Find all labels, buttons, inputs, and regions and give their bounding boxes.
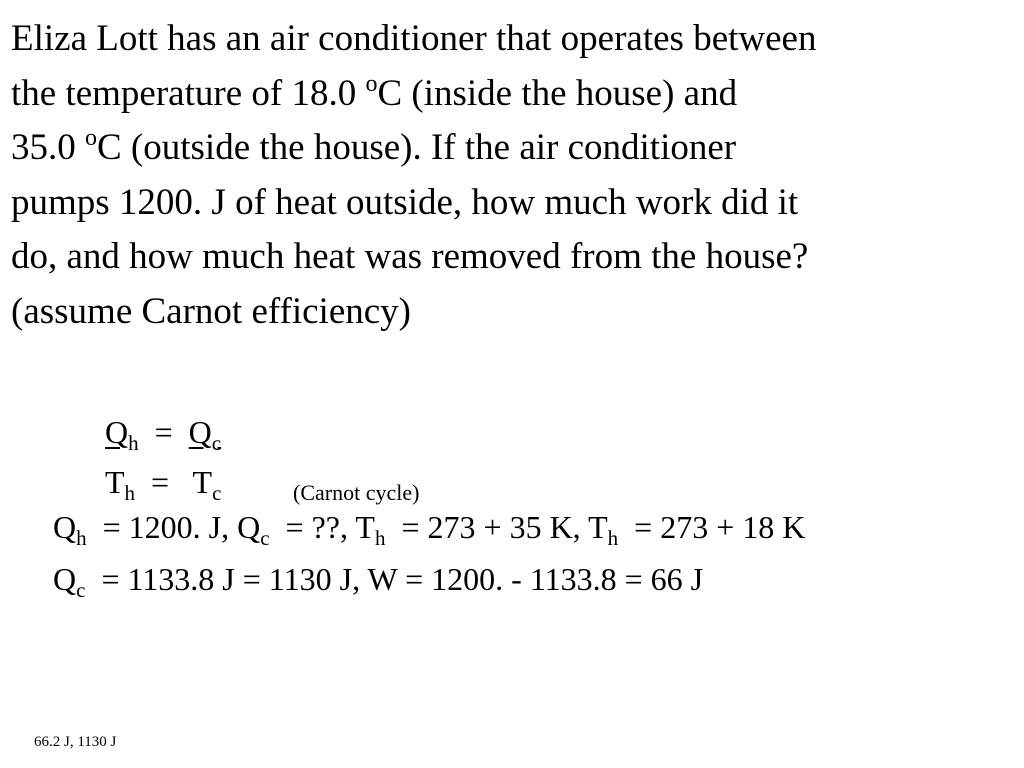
temp-hot-sub: h [124,481,136,505]
answer-text: 66.2 J, 1130 J [34,734,117,750]
result-line [53,561,704,602]
t-letter-2: T [588,509,608,545]
heat-cold-letter: Q [188,414,212,450]
t-letter: T [355,509,375,545]
heat-hot-sub: h [128,431,139,455]
q-letter-2: Q [237,509,261,545]
problem-line-2 [11,67,1016,122]
givens-part-2: = ??, [269,509,356,545]
result-q-letter: Q [53,561,77,597]
problem-line-3 [11,121,1016,176]
carnot-ratio-numerator [105,414,222,455]
givens-line [53,509,806,550]
h-sub-2: h [374,526,386,550]
problem-line-4: pumps 1200. J of heat outside, how much work did it [11,181,799,223]
c-sub: c [260,526,270,550]
temp-hot-letter: T [105,464,125,500]
problem-line-2-text-b: C (inside the house) and [377,72,738,114]
problem-line-3-text-a: 35.0 [11,127,85,168]
temp-cold-letter: T [192,464,213,500]
result-c-sub: c [76,578,86,602]
givens-part-4: = 273 + 18 K [618,509,806,545]
givens-part-3: = 273 + 35 K, [385,509,589,545]
result-text: = 1133.8 J = 1130 J, W = 1200. - 1133.8 = 66 J [85,561,704,597]
h-sub: h [76,526,87,550]
givens-part-1: = 1200. J, [86,509,238,545]
equals-sign-2: = [135,464,193,500]
degree-superscript-2: o [85,125,97,151]
problem-line-2-text-a: the temperature of 18.0 [11,72,366,114]
carnot-ratio-denominator [105,464,222,505]
problem-statement [11,12,1016,339]
problem-line-3-text-b: C (outside the house). If the air conditioner [97,127,737,168]
equals-sign: = [138,414,189,450]
q-letter: Q [53,509,77,545]
heat-hot-symbol [105,414,139,455]
temp-cold-sub: c [212,481,222,505]
heat-cold-symbol [188,414,222,455]
heat-cold-sub: c [211,431,222,455]
problem-line-1: Eliza Lott has an air conditioner that operates between [11,18,817,59]
heat-hot-letter: Q [105,414,129,450]
h-sub-3: h [607,526,619,550]
problem-line-6: (assume Carnot efficiency) [11,290,411,332]
problem-line-5: do, and how much heat was removed from the house? [11,236,809,277]
degree-superscript: o [365,70,378,97]
carnot-cycle-note: (Carnot cycle) [293,480,420,505]
